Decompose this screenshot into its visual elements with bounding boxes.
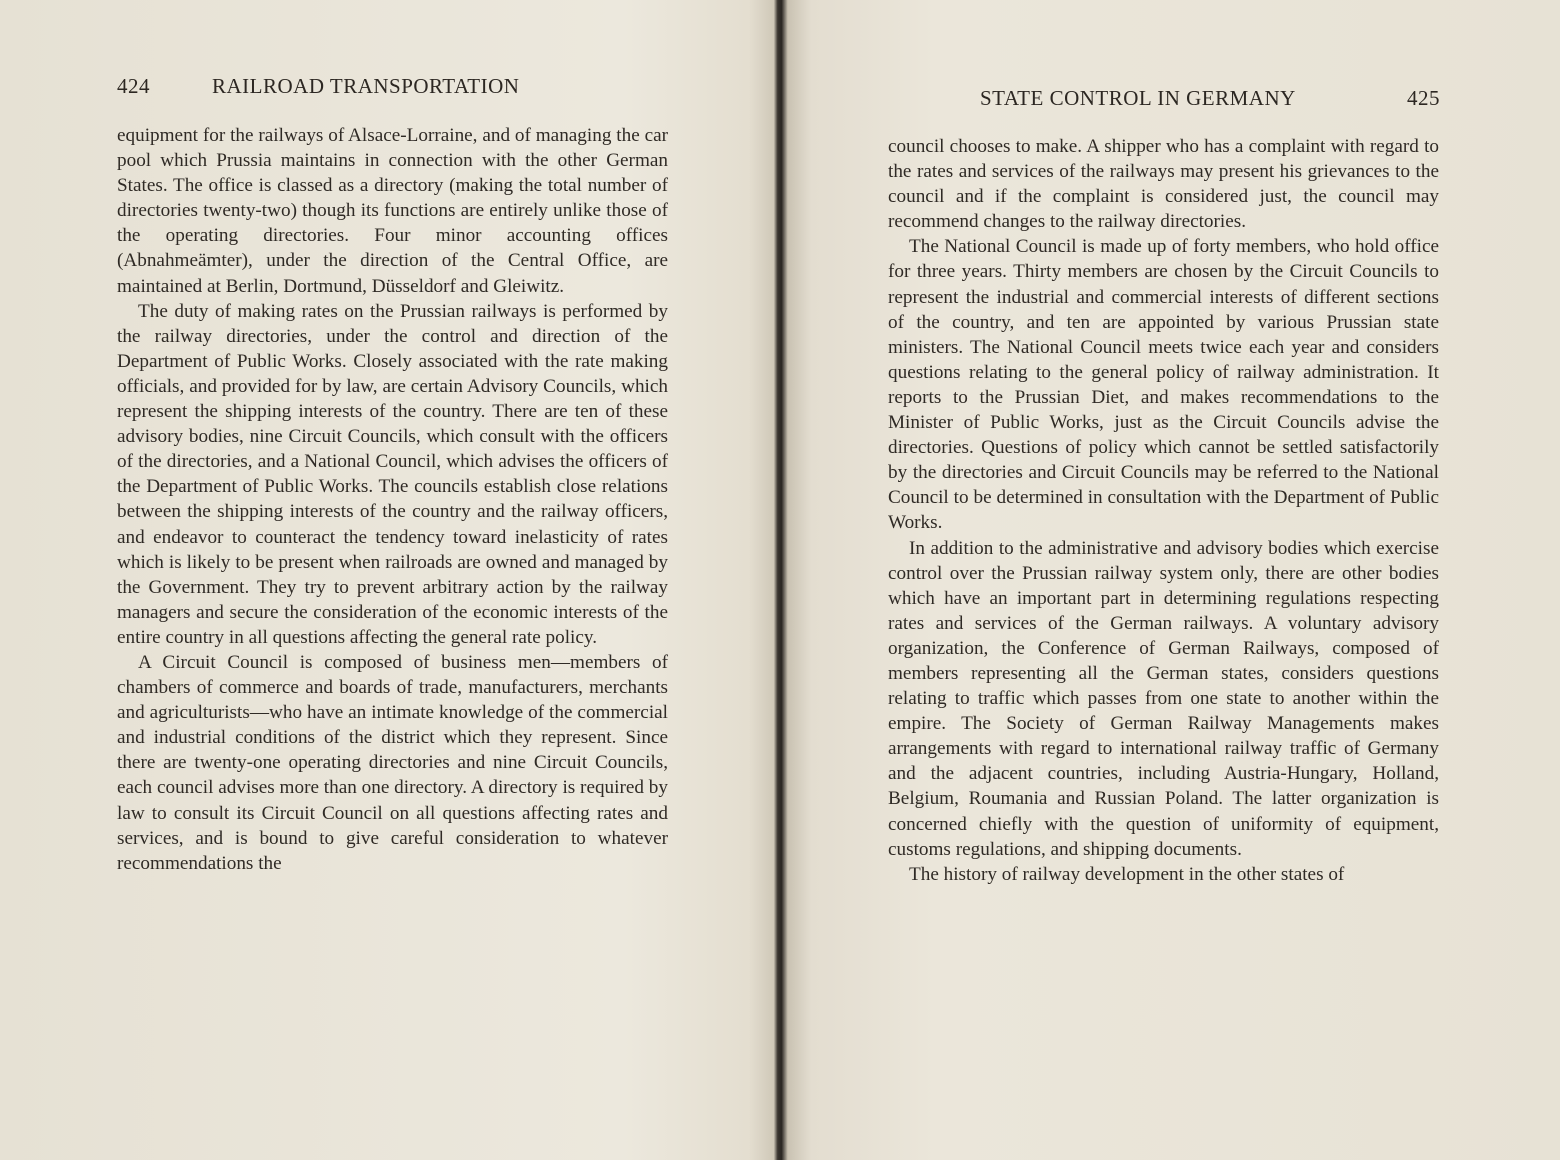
right-page-number: 425 <box>1407 86 1440 110</box>
right-running-head-title: STATE CONTROL IN GERMANY <box>980 86 1296 110</box>
right-running-head <box>980 86 1440 111</box>
left-paragraph-1: equipment for the railways of Alsace-Lorraine, and of managing the car pool which Prussia maintains in connection with the other German States. The office is classed as a directory (making the total number of directories twenty-two) though its functions are entirely unlike those of the operating directories. Four minor accounting offices (Abnahmeämter), under the direction of the Central Office, are maintained at Berlin, Dortmund, Düsseldorf and Gleiwitz. <box>117 125 668 297</box>
left-paragraph-3: A Circuit Council is composed of business men—members of chambers of commerce and boards of trade, manufacturers, merchants and agriculturists—who have an intimate knowledge of the commercial and industrial conditions of the district which they represent. Since there are twenty-one operating directories and nine Circuit Councils, each council advises more than one directory. A directory is required by law to consult its Circuit Council on all questions affecting rates and services, and is bound to give careful consideration to whatever recommendations the <box>117 651 668 874</box>
right-paragraph-2: The National Council is made up of forty members, who hold office for three years. Thirty members are chosen by the Circuit Councils to represent the industrial and commercial interests of different sections of the country, and ten are appointed by various Prussian state ministers. The National Council meets twice each year and considers questions relating to the general policy of railway administration. It reports to the Prussian Diet, and makes recommendations to the Minister of Public Works, just as the Circuit Councils advise the directories. Questions of policy which cannot be settled satisfactorily by the directories and Circuit Councils may be referred to the National Council to be determined in consultation with the Department of Public Works. <box>888 236 1439 534</box>
left-paragraph-2: The duty of making rates on the Prussian railways is performed by the railway directories, under the control and direction of the Department of Public Works. Closely associated with the rate making officials, and provided for by law, are certain Advisory Councils, which represent the shipping interests of the country. There are ten of these advisory bodies, nine Circuit Councils, which consult with the officers of the directories, and a National Council, which advises the officers of the Department of Public Works. The councils establish close relations between the shipping interests of the country and the railway officers, and endeavor to counteract the tendency toward inelasticity of rates which is likely to be present when railroads are owned and managed by the Government. They try to prevent arbitrary action by the railway managers and secure the consideration of the economic interests of the entire country in all questions affecting the general rate policy. <box>117 300 668 648</box>
right-paragraph-1: council chooses to make. A shipper who has a complaint with regard to the rates and services of the railways may present his grievances to the council and if the complaint is considered just, the council may recommend changes to the railway directories. <box>888 136 1439 233</box>
right-paragraph-4: The history of railway development in the other states of <box>909 863 1345 885</box>
left-page-text <box>117 123 668 876</box>
left-running-head <box>117 74 667 99</box>
right-page-text <box>888 134 1439 887</box>
right-page <box>781 0 1560 1160</box>
left-running-head-title: RAILROAD TRANSPORTATION <box>212 74 520 98</box>
left-page-number: 424 <box>117 74 150 98</box>
right-paragraph-3: In addition to the administrative and advisory bodies which exercise control over the Prussian railway system only, there are other bodies which have an important part in determining regulations respecting rates and services of the German railways. A voluntary advisory organization, the Conference of German Railways, composed of members representing all the German states, considers questions relating to traffic which passes from one state to another within the empire. The Society of German Railway Managements makes arrangements with regard to international railway traffic of Germany and the adjacent countries, including Austria-Hungary, Holland, Belgium, Roumania and Russian Poland. The latter organization is concerned chiefly with the question of uniformity of equipment, customs regulations, and shipping documents. <box>888 537 1439 860</box>
left-page <box>0 0 779 1160</box>
